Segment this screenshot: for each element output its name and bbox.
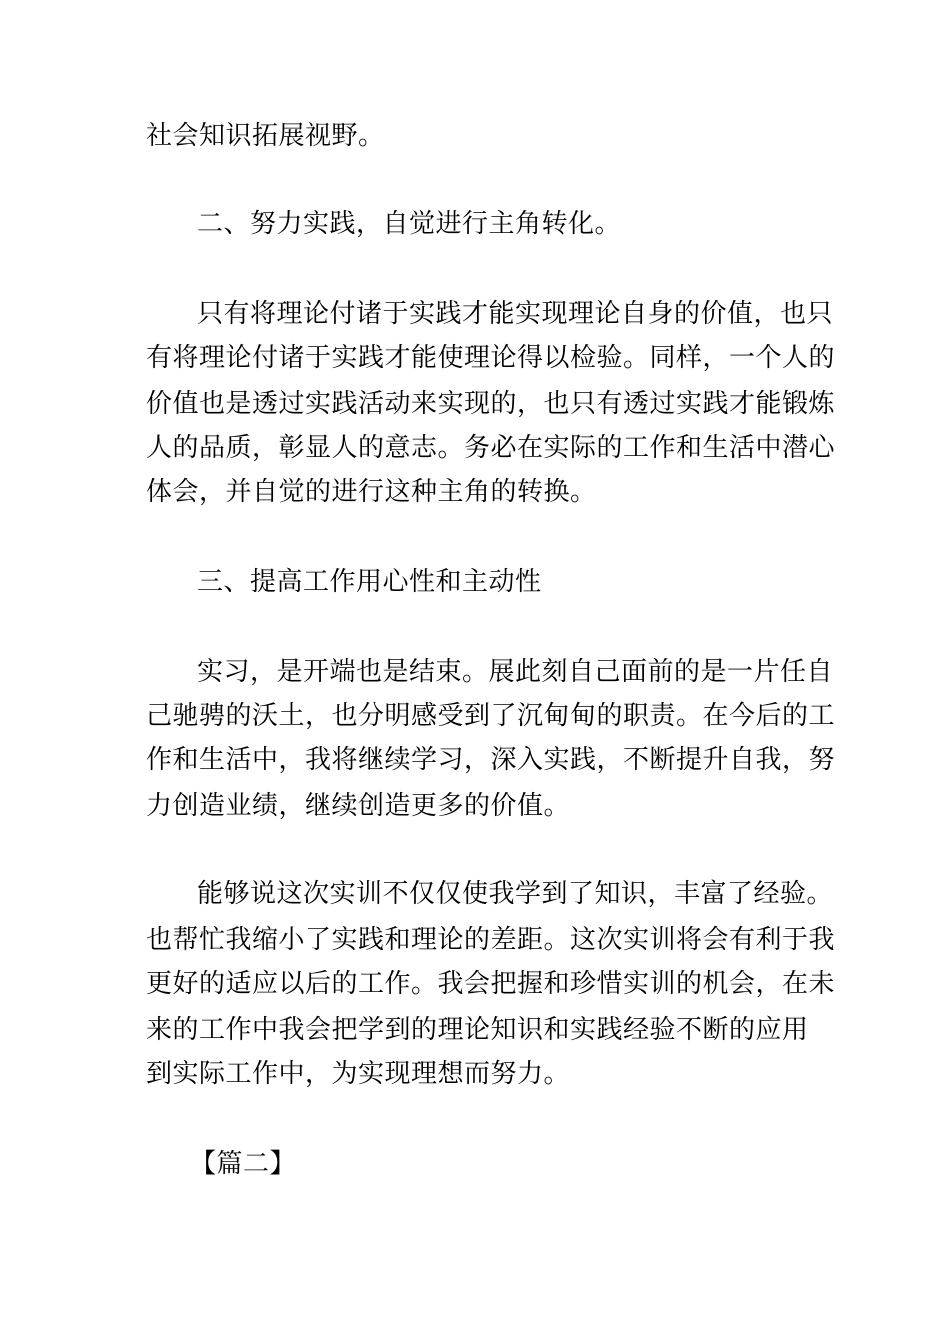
- paragraph-line: 只有将理论付诸于实践才能实现理论自身的价值，也只: [197, 299, 834, 329]
- paragraph-line: 能够说这次实训不仅仅使我学到了知识，丰富了经验。: [197, 879, 834, 909]
- section-heading: 二、努力实践，自觉进行主角转化。: [197, 209, 622, 239]
- section-marker: 【篇二】: [190, 1149, 297, 1179]
- paragraph-line: 体会，并自觉的进行这种主角的转换。: [146, 477, 597, 507]
- paragraph-line: 社会知识拓展视野。: [146, 121, 385, 151]
- paragraph-line: 来的工作中我会把学到的理论知识和实践经验不断的应用: [146, 1015, 809, 1045]
- paragraph-line: 作和生活中，我将继续学习，深入实践，不断提升自我，努: [146, 745, 836, 775]
- section-heading: 三、提高工作用心性和主动性: [197, 567, 542, 597]
- paragraph-line: 有将理论付诸于实践才能使理论得以检验。同样，一个人的: [146, 343, 836, 373]
- paragraph-line: 价值也是透过实践活动来实现的，也只有透过实践才能锻炼: [146, 389, 836, 419]
- paragraph-line: 己驰骋的沃土，也分明感受到了沉甸甸的职责。在今后的工: [146, 701, 836, 731]
- paragraph-line: 力创造业绩，继续创造更多的价值。: [146, 791, 571, 821]
- paragraph-line: 实习，是开端也是结束。展此刻自己面前的是一片任自: [197, 657, 834, 687]
- paragraph-line: 更好的适应以后的工作。我会把握和珍惜实训的机会，在未: [146, 969, 836, 999]
- paragraph-line: 人的品质，彰显人的意志。务必在实际的工作和生活中潜心: [146, 433, 836, 463]
- paragraph-line: 到实际工作中，为实现理想而努力。: [146, 1059, 571, 1089]
- paragraph-line: 也帮忙我缩小了实践和理论的差距。这次实训将会有利于我: [146, 925, 836, 955]
